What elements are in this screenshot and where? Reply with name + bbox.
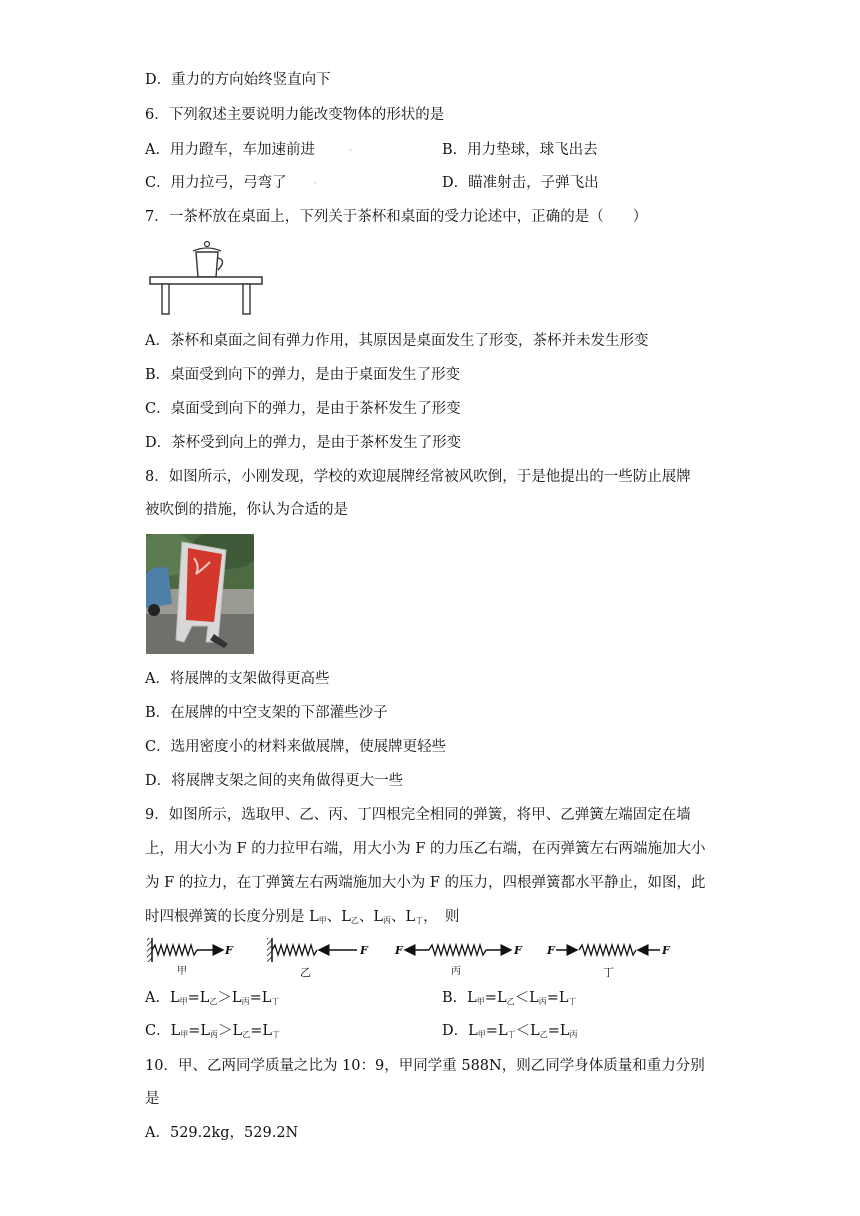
q9-option-d: [442, 1021, 578, 1045]
q6-option-c: C．用力拉弓，弓弯了: [145, 175, 287, 191]
separator: 、: [326, 909, 342, 925]
sub-bing: 丙: [569, 1030, 578, 1039]
sub-ding: 丁: [568, 997, 577, 1006]
sub-yi: 乙: [350, 916, 359, 925]
q6-option-a: A．用力蹬车，车加速前进: [145, 142, 315, 158]
sub-bing: 丙: [383, 916, 392, 925]
op-eq: =: [547, 1023, 560, 1039]
q7-stem: 7．一茶杯放在桌面上，下列关于茶杯和桌面的受力论述中，正确的是（ ）: [145, 209, 648, 225]
q9-option-b: [442, 988, 577, 1012]
option-label: B．: [442, 990, 468, 1006]
separator: 、: [391, 909, 406, 925]
op-lt: ＜: [515, 1023, 531, 1039]
sub-jia: 甲: [179, 997, 188, 1006]
op-gt: ＞: [217, 990, 232, 1006]
q8-option-d: D．将展牌支架之间的夹角做得更大一些: [145, 773, 404, 789]
q10-stem-line1: 10．甲、乙两同学质量之比为 10：9，甲同学重 588N，则乙同学身体质量和重力分别: [145, 1058, 705, 1074]
op-eq: =: [250, 1023, 263, 1039]
var-l: L: [530, 1023, 540, 1039]
op-lt: ＜: [514, 990, 530, 1006]
q7-option-a: A．茶杯和桌面之间有弹力作用，其原因是桌面发生了形变，茶杯并未发生形变: [145, 333, 649, 349]
q7-option-c: C．桌面受到向下的弹力，是由于茶杯发生了形变: [145, 401, 461, 417]
var-l: L: [405, 909, 416, 925]
decor-dot: ◦: [313, 179, 318, 188]
q9-stem-line4-prefix: 时四根弹簧的长度分别是 L: [145, 909, 319, 925]
force-label-jia: F: [225, 944, 233, 957]
var-l: L: [497, 1023, 508, 1039]
var-l: L: [559, 1023, 570, 1039]
var-l: L: [231, 990, 242, 1006]
var-l: L: [558, 990, 569, 1006]
var-l: L: [496, 990, 507, 1006]
teacup-on-table-figure: [148, 238, 264, 318]
four-springs-figure: [145, 936, 675, 978]
sub-ding: 丁: [271, 1030, 280, 1039]
op-eq: =: [187, 990, 200, 1006]
sub-ding: 丁: [271, 997, 280, 1006]
var-l: L: [373, 909, 384, 925]
q9-option-a: [145, 988, 279, 1012]
q6-option-d: D．瞄准射击，子弹飞出: [442, 175, 599, 191]
var-l: L: [170, 1023, 181, 1039]
q10-stem-line2: 是: [145, 1091, 160, 1107]
sub-jia: 甲: [476, 997, 485, 1006]
option-label: A．: [145, 990, 170, 1006]
op-eq: =: [546, 990, 559, 1006]
sub-jia: 甲: [318, 916, 327, 925]
op-eq: =: [188, 1023, 201, 1039]
spring-label-ding: 丁: [603, 966, 614, 978]
sub-bing: 丙: [538, 997, 547, 1006]
var-l: L: [261, 990, 272, 1006]
op-gt: ＞: [218, 1023, 233, 1039]
var-l: L: [232, 1023, 243, 1039]
force-label-ding-right: F: [662, 944, 670, 957]
q9-stem-line1: 9．如图所示，选取甲、乙、丙、丁四根完全相同的弹簧，将甲、乙弹簧左端固定在墙: [145, 807, 691, 823]
q6-option-b: B．用力垫球，球飞出去: [442, 142, 598, 158]
spring-label-yi: 乙: [300, 966, 311, 978]
force-label-bing-left: F: [395, 944, 403, 957]
var-l: L: [169, 990, 180, 1006]
q9-stem-line4-suffix: ， 则: [423, 909, 460, 925]
var-l: L: [467, 990, 477, 1006]
sub-yi: 乙: [539, 1030, 548, 1039]
q9-stem-line2: 上，用大小为 F 的力拉甲右端，用大小为 F 的力压乙右端，在丙弹簧左右两端施加大小: [145, 841, 706, 857]
op-eq: =: [485, 1023, 498, 1039]
display-board-photo: [146, 534, 254, 654]
var-l: L: [200, 1023, 211, 1039]
force-label-ding-left: F: [547, 944, 555, 957]
spring-label-bing: 丙: [451, 966, 461, 977]
sub-yi: 乙: [506, 997, 515, 1006]
separator: 、: [358, 909, 374, 925]
op-eq: =: [249, 990, 262, 1006]
q8-option-a: A．将展牌的支架做得更高些: [145, 671, 330, 687]
decor-dot: ◦: [348, 146, 353, 155]
q6-stem: 6．下列叙述主要说明力能改变物体的形状的是: [145, 107, 445, 123]
sub-bing: 丙: [210, 1030, 219, 1039]
q9-option-c: [145, 1021, 280, 1045]
var-l: L: [341, 909, 351, 925]
sub-ding: 丁: [415, 916, 424, 925]
sub-jia: 甲: [477, 1030, 486, 1039]
q8-option-c: C．选用密度小的材料来做展牌，使展牌更轻些: [145, 739, 447, 755]
q8-stem-line1: 8．如图所示，小刚发现，学校的欢迎展牌经常被风吹倒，于是他提出的一些防止展牌: [145, 469, 691, 485]
q5-option-d: D．重力的方向始终竖直向下: [145, 72, 331, 88]
force-label-bing-right: F: [514, 944, 522, 957]
sub-bing: 丙: [241, 997, 250, 1006]
var-l: L: [199, 990, 210, 1006]
q9-stem-line3: 为 F 的拉力，在丁弹簧左右两端施加大小为 F 的压力，四根弹簧都水平静止，如图，此: [145, 875, 706, 891]
option-label: C．: [145, 1023, 171, 1039]
sub-ding: 丁: [507, 1030, 516, 1039]
q9-stem-line4: [145, 907, 459, 931]
q7-option-d: D．茶杯受到向上的弹力，是由于茶杯发生了形变: [145, 435, 462, 451]
force-label-yi: F: [360, 944, 368, 957]
sub-yi: 乙: [209, 997, 218, 1006]
q8-option-b: B．在展牌的中空支架的下部灌些沙子: [145, 705, 388, 721]
option-label: D．: [442, 1023, 469, 1039]
sub-yi: 乙: [242, 1030, 251, 1039]
var-l: L: [529, 990, 539, 1006]
op-eq: =: [484, 990, 497, 1006]
q7-option-b: B．桌面受到向下的弹力，是由于桌面发生了形变: [145, 367, 461, 383]
var-l: L: [262, 1023, 272, 1039]
q10-option-a: A．529.2kg，529.2N: [145, 1125, 299, 1141]
q8-stem-line2: 被吹倒的措施，你认为合适的是: [145, 502, 348, 518]
spring-label-jia: 甲: [177, 966, 187, 977]
sub-jia: 甲: [180, 1030, 189, 1039]
var-l: L: [468, 1023, 478, 1039]
